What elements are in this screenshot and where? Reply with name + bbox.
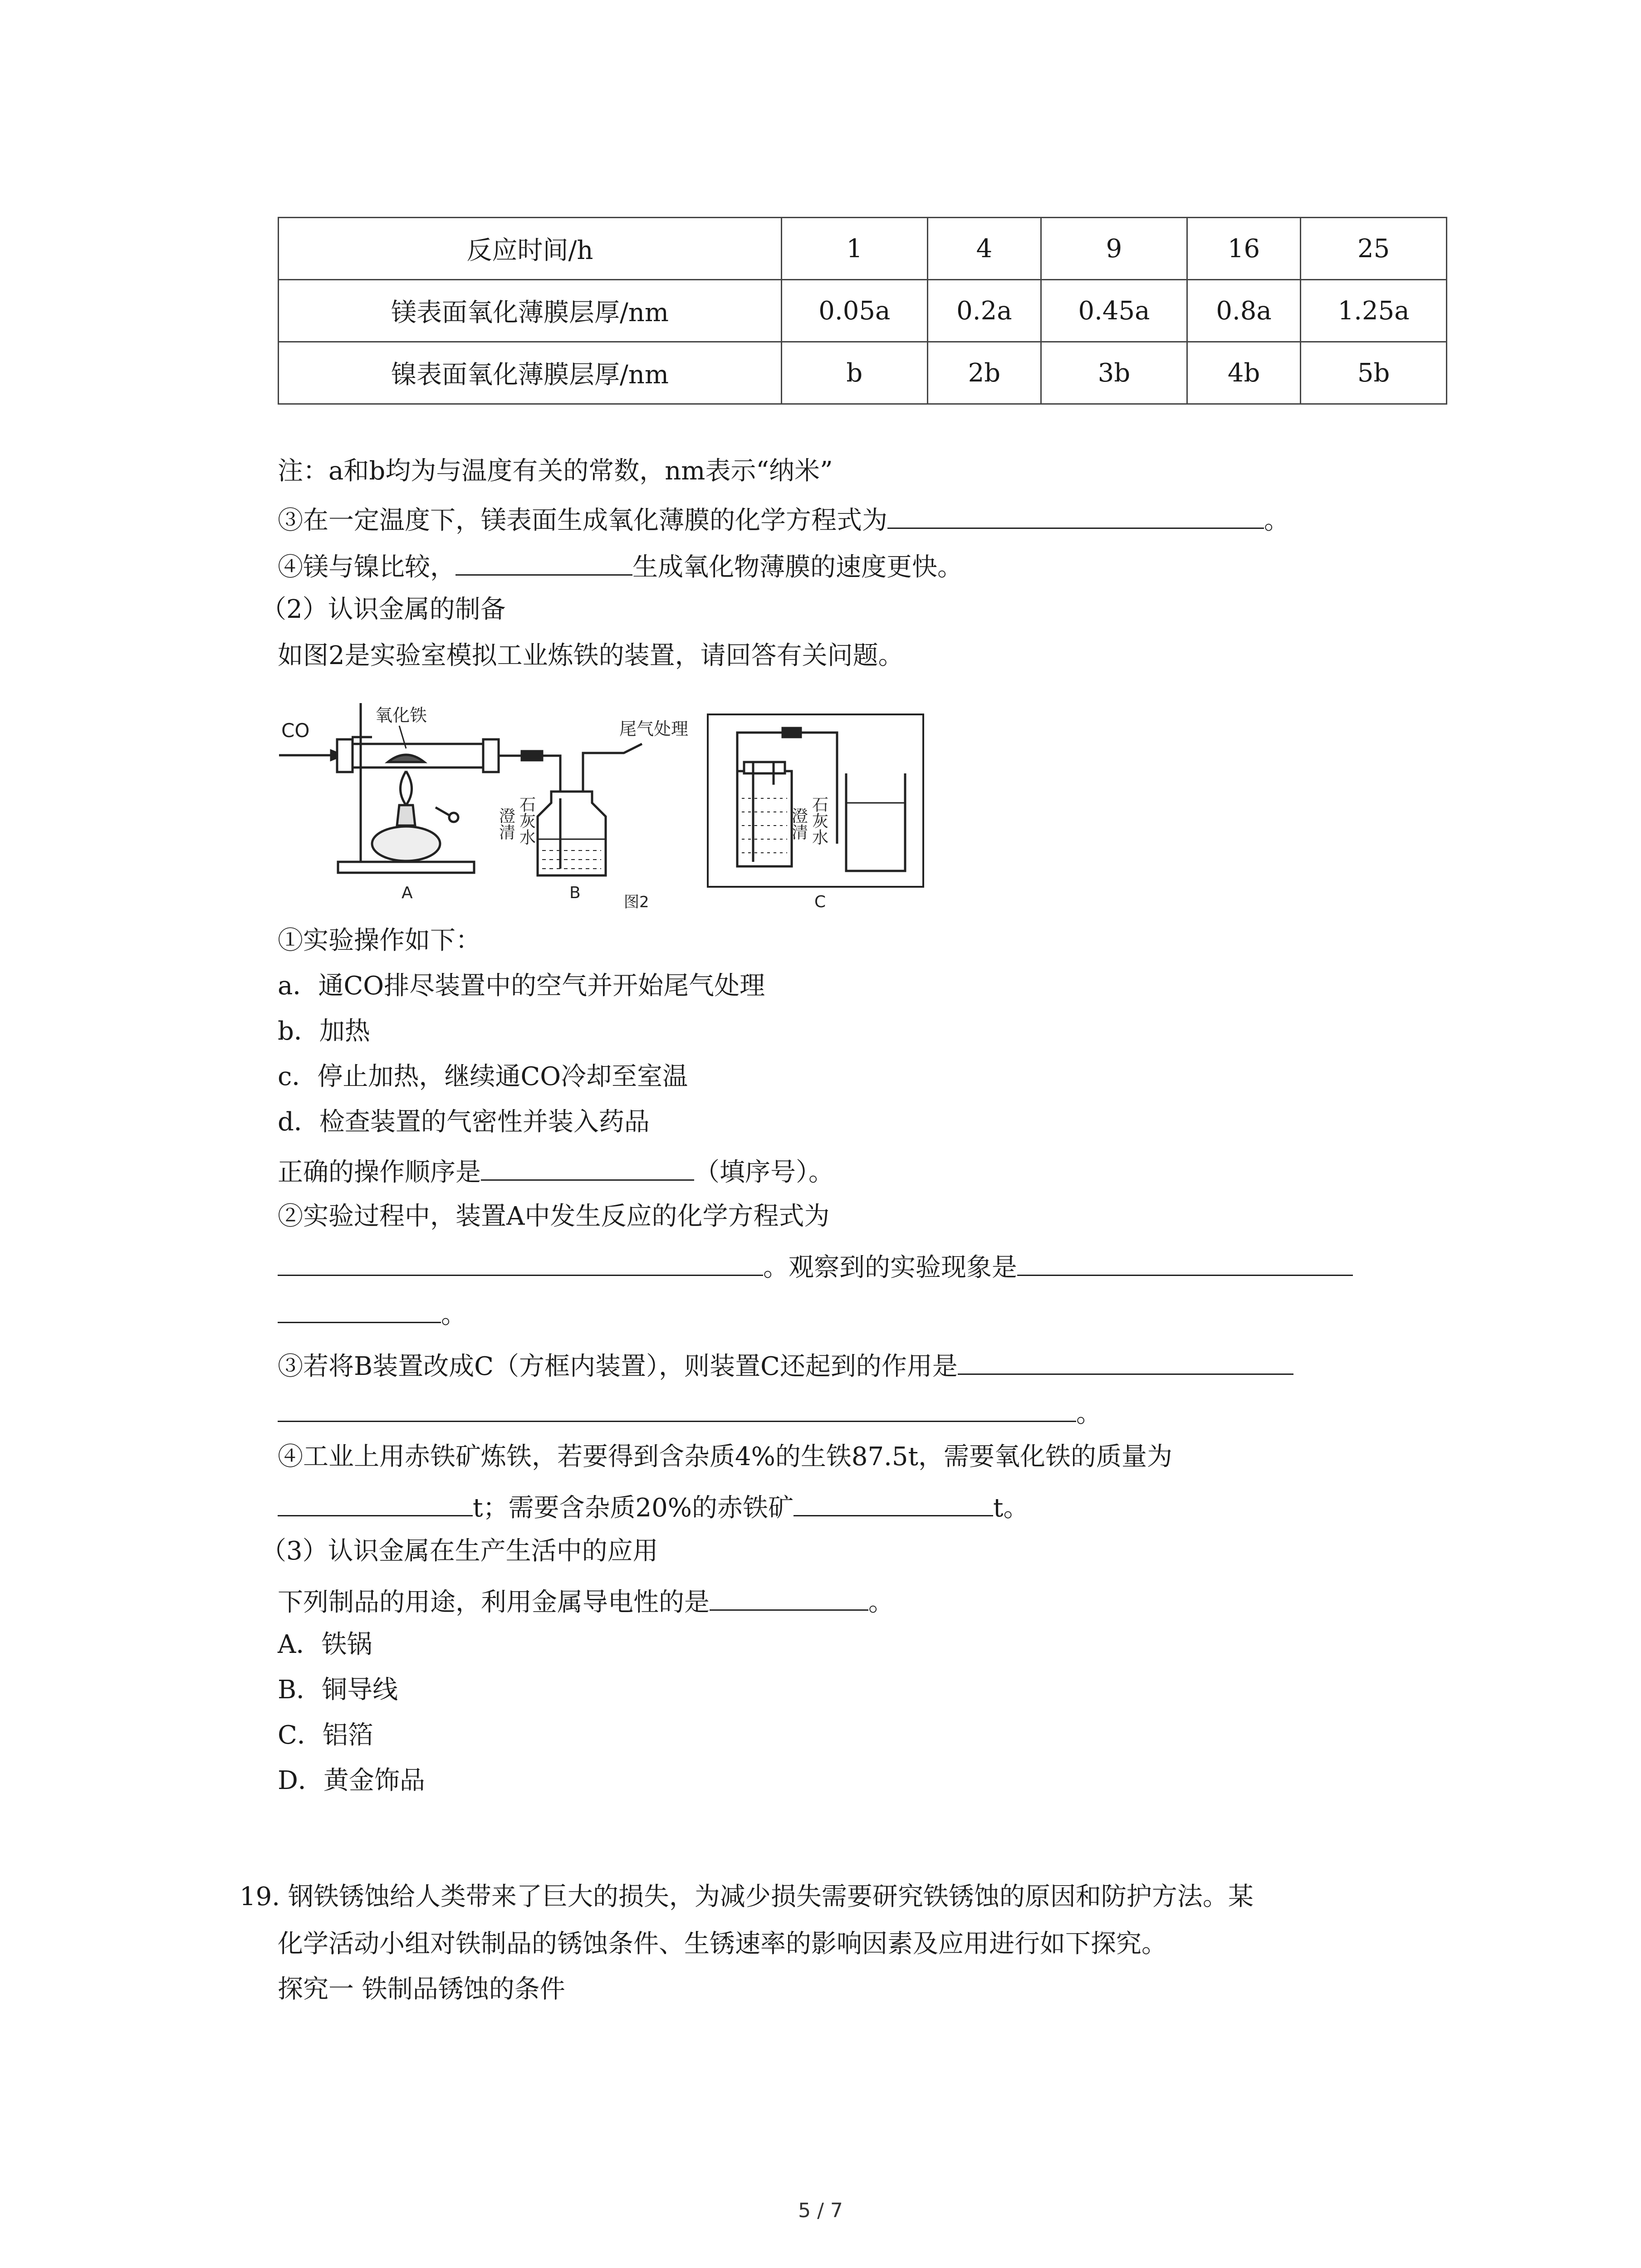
oxide-film-table (278, 217, 1447, 405)
question-3b-line-2 (278, 1393, 1102, 1430)
table-cell: 2b (927, 342, 1041, 404)
valve-knob (449, 813, 458, 822)
figure-caption: 图2 (624, 893, 649, 911)
table-cell: 镁表面氧化薄膜层厚/nm (279, 280, 782, 342)
label-c: C (814, 893, 826, 911)
table-cell: 0.8a (1187, 280, 1301, 342)
question-text: ③在一定温度下，镁表面生成氧化薄膜的化学方程式为 (278, 506, 887, 535)
bottle-b (538, 792, 606, 875)
tube-stopper (337, 739, 353, 772)
tail-gas-label: 尾气处理 (619, 719, 689, 739)
operation-c: c．停止加热，继续通CO冷却至室温 (278, 1062, 688, 1091)
operation-d: d．检查装置的气密性并装入药品 (278, 1107, 650, 1137)
option-a[interactable]: A．铁锅 (278, 1630, 372, 1659)
answer-blank[interactable] (278, 1488, 473, 1516)
alcohol-burner (372, 826, 440, 861)
lime-water-label: 澄清 (789, 807, 808, 840)
section-2-title: （2）认识金属的制备 (261, 595, 506, 624)
answer-blank[interactable] (481, 1152, 694, 1181)
table-note: 注：a和b均为与温度有关的常数，nm表示“纳米” (278, 456, 833, 486)
question-19-line-2: 化学活动小组对铁制品的锈蚀条件、生锈速率的影响因素及应用进行如下探究。 (278, 1929, 1167, 1959)
question-2-line-2 (278, 1247, 1353, 1284)
answer-blank[interactable] (887, 500, 1264, 529)
table-cell: 16 (1187, 218, 1301, 280)
answer-blank[interactable] (710, 1582, 868, 1611)
table-header-row (279, 218, 1447, 280)
option-c[interactable]: C．铝箔 (278, 1721, 373, 1750)
label-a: A (402, 884, 413, 902)
iron-smelting-apparatus-figure (270, 694, 937, 916)
table-cell: 反应时间/h (279, 218, 782, 280)
table-cell: 25 (1301, 218, 1447, 280)
operation-a: a．通CO排尽装置中的空气并开始尾气处理 (278, 971, 765, 1001)
section-2-intro: 如图2是实验室模拟工业炼铁的装置，请回答有关问题。 (278, 641, 904, 670)
question-text: 。 (441, 1300, 466, 1330)
table-cell: 镍表面氧化薄膜层厚/nm (279, 342, 782, 404)
table-cell: 4b (1187, 342, 1301, 404)
question-text: 下列制品的用途，利用金属导电性的是 (278, 1588, 710, 1617)
answer-blank[interactable] (278, 1393, 1076, 1422)
section-3-title: （3）认识金属在生产生活中的应用 (261, 1536, 658, 1566)
rubber-joint (783, 728, 801, 737)
operation-b: b．加热 (278, 1017, 370, 1046)
iron-oxide-label: 氧化铁 (375, 705, 427, 725)
operation-title: ①实验操作如下： (278, 926, 481, 955)
table-cell: 1 (782, 218, 928, 280)
table-row (279, 342, 1447, 404)
question-4b-line-2 (278, 1488, 1029, 1525)
label-b: B (569, 884, 581, 902)
bottle-c-stopper (744, 762, 785, 773)
co-label: CO (281, 719, 310, 742)
option-d[interactable]: D．黄金饰品 (278, 1766, 425, 1795)
question-2-line-3 (278, 1295, 466, 1331)
tube-stopper (483, 739, 499, 772)
answer-blank[interactable] (1017, 1247, 1353, 1276)
table-cell: b (782, 342, 928, 404)
rubber-joint (522, 751, 542, 760)
burner-head (397, 805, 415, 826)
beaker (846, 773, 905, 871)
page-number: 5 / 7 (798, 2199, 843, 2222)
answer-blank[interactable] (958, 1346, 1293, 1375)
question-text: （填序号）。 (694, 1158, 834, 1187)
operation-order-question (278, 1152, 834, 1189)
reaction-tube (343, 744, 492, 767)
iron-oxide-powder (388, 755, 424, 762)
table-row (279, 280, 1447, 342)
iron-stand-base (338, 862, 474, 873)
question-3b-line-1 (278, 1346, 1293, 1383)
table-cell: 0.05a (782, 280, 928, 342)
table-cell: 0.45a (1041, 280, 1187, 342)
question-text: t；需要含杂质20%的赤铁矿 (473, 1493, 794, 1523)
table-cell: 3b (1041, 342, 1187, 404)
question-2-line-1: ②实验过程中，装置A中发生反应的化学方程式为 (278, 1202, 830, 1231)
lime-water-label: 石灰水 (809, 796, 828, 845)
question-3-magnesium (278, 500, 1289, 537)
table-cell: 5b (1301, 342, 1447, 404)
question-text: t。 (993, 1493, 1029, 1523)
flame (401, 771, 412, 805)
lime-water-label: 石灰水 (517, 796, 536, 845)
question-text: 。 (1076, 1399, 1102, 1428)
table-cell: 4 (927, 218, 1041, 280)
question-4-compare (278, 547, 963, 584)
answer-blank[interactable] (278, 1247, 763, 1276)
question-text: 生成氧化物薄膜的速度更快。 (632, 552, 963, 582)
answer-blank[interactable] (278, 1295, 441, 1323)
question-text: ④镁与镍比较， (278, 552, 456, 582)
question-text: 。观察到的实验现象是 (763, 1253, 1017, 1282)
question-text: 。 (868, 1588, 894, 1617)
question-text: ③若将B装置改成C（方框内装置），则装置C还起到的作用是 (278, 1352, 958, 1381)
question-text: 正确的操作顺序是 (278, 1158, 481, 1187)
option-b[interactable]: B．铜导线 (278, 1675, 398, 1705)
answer-blank[interactable] (794, 1488, 993, 1516)
section-3-question (278, 1582, 894, 1619)
table-cell: 1.25a (1301, 280, 1447, 342)
question-19-line-3: 探究一 铁制品锈蚀的条件 (278, 1975, 565, 2004)
question-text: 。 (1264, 506, 1289, 535)
bottle-c (737, 771, 792, 866)
table-cell: 9 (1041, 218, 1187, 280)
table-cell: 0.2a (927, 280, 1041, 342)
lime-water-label: 澄清 (496, 807, 515, 840)
question-4b-line-1: ④工业上用赤铁矿炼铁，若要得到含杂质4%的生铁87.5t，需要氧化铁的质量为 (278, 1442, 1173, 1471)
question-19-line-1: 19. 钢铁锈蚀给人类带来了巨大的损失，为减少损失需要研究铁锈蚀的原因和防护方法。某 (240, 1882, 1254, 1911)
answer-blank[interactable] (456, 547, 632, 576)
exhaust-tube (583, 744, 642, 798)
